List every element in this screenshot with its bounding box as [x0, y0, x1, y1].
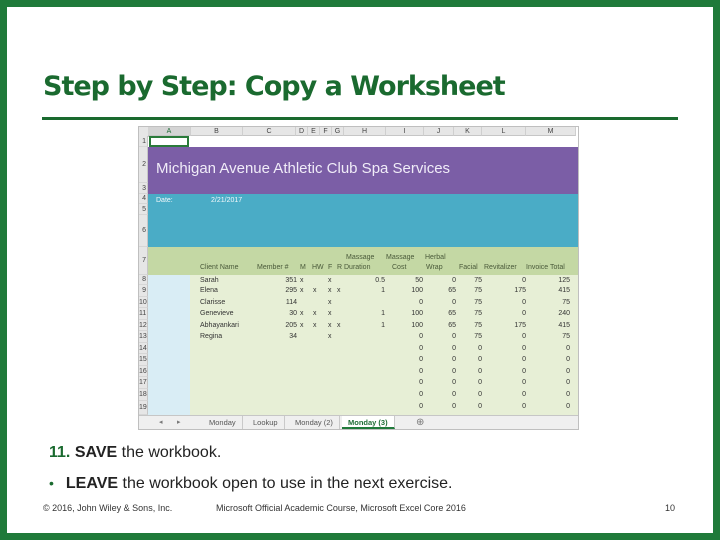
row-header-16[interactable]: 16	[139, 368, 147, 375]
cell-revit-row-10[interactable]: 0	[522, 299, 526, 306]
cell-total-row-9[interactable]: 415	[558, 287, 570, 294]
column-header-f[interactable]: F	[320, 127, 332, 136]
cell-name-row-9[interactable]: Elena	[200, 287, 218, 294]
footer-copyright: © 2016, John Wiley & Sons, Inc.	[43, 503, 173, 513]
cell-revit-row-11[interactable]: 0	[522, 310, 526, 317]
tab-monday[interactable]: Monday	[203, 416, 243, 429]
hdr-client-name[interactable]: Client Name	[200, 264, 239, 271]
cell-cost-row-11[interactable]: 100	[411, 310, 423, 317]
cell-duration-row-12[interactable]: 1	[381, 322, 385, 329]
spreadsheet-screenshot	[138, 126, 579, 430]
bullet-dot-icon: •	[49, 475, 54, 491]
row-header-10[interactable]: 10	[139, 299, 147, 306]
cell-cost-row-16[interactable]: 0	[419, 368, 423, 375]
column-header-k[interactable]: K	[454, 127, 482, 136]
cell-total-row-17[interactable]: 0	[566, 379, 570, 386]
cell-cost-row-12[interactable]: 100	[411, 322, 423, 329]
active-cell-a1[interactable]	[149, 136, 189, 147]
cell-wrap-row-8[interactable]: 0	[452, 277, 456, 284]
sheet-tab-bar	[139, 415, 578, 430]
cell-revit-row-12[interactable]: 175	[514, 322, 526, 329]
row-header-3[interactable]: 3	[139, 183, 148, 194]
cell-wrap-row-14[interactable]: 0	[452, 345, 456, 352]
cell-facial-row-14[interactable]: 0	[478, 345, 482, 352]
step-action: SAVE	[74, 444, 118, 461]
cell-wrap-row-13[interactable]: 0	[452, 333, 456, 340]
cell-facial-row-11[interactable]: 75	[474, 310, 482, 317]
tab-monday-2[interactable]: Monday (2)	[289, 416, 340, 429]
cell-f-row-10[interactable]: x	[328, 299, 332, 306]
column-header-a[interactable]: A	[148, 127, 191, 136]
step-text: the workbook.	[117, 444, 222, 461]
hdr-revitalizer[interactable]: Revitalizer	[484, 264, 517, 271]
hdr-massage-duration-2[interactable]: Duration	[344, 264, 371, 271]
cell-facial-row-8[interactable]: 75	[474, 277, 482, 284]
cell-revit-row-13[interactable]: 0	[522, 333, 526, 340]
cell-member-row-13[interactable]: 34	[289, 333, 297, 340]
cell-hw-row-9[interactable]: x	[313, 287, 317, 294]
cell-r-row-12[interactable]: x	[337, 322, 341, 329]
hdr-massage-cost-1[interactable]: Massage	[386, 254, 415, 261]
tab-next-arrow[interactable]: ▸	[177, 419, 181, 426]
cell-f-row-11[interactable]: x	[328, 310, 332, 317]
cell-total-row-13[interactable]: 75	[562, 333, 570, 340]
row-header-11[interactable]: 11	[139, 308, 148, 320]
slide	[7, 7, 713, 533]
row-header-19[interactable]: 19	[139, 401, 148, 415]
hdr-r[interactable]: R	[337, 264, 343, 271]
cell-facial-row-16[interactable]: 0	[478, 368, 482, 375]
cell-duration-row-8[interactable]: 0.5	[375, 277, 385, 284]
cell-cost-row-15[interactable]: 0	[419, 356, 423, 363]
cell-m-row-11[interactable]: x	[300, 310, 304, 317]
cell-f-row-9[interactable]: x	[328, 287, 332, 294]
cell-facial-row-18[interactable]: 0	[478, 391, 482, 398]
bullet-action: LEAVE	[65, 475, 119, 492]
sheet-title[interactable]: Michigan Avenue Athletic Club Spa Services	[156, 160, 451, 177]
cell-name-row-10[interactable]: Clarisse	[200, 299, 226, 306]
row-header-2[interactable]: 2	[139, 147, 148, 183]
cell-cost-row-10[interactable]: 0	[419, 299, 423, 306]
cell-cost-row-17[interactable]: 0	[419, 379, 423, 386]
column-header-e[interactable]: E	[308, 127, 320, 136]
title-rule	[42, 117, 678, 120]
cell-m-row-8[interactable]: x	[300, 277, 304, 284]
cell-revit-row-15[interactable]: 0	[522, 356, 526, 363]
cell-name-row-12[interactable]: Abhayankari	[200, 322, 239, 329]
cell-cost-row-14[interactable]: 0	[419, 345, 423, 352]
row-header-15[interactable]: 15	[139, 354, 148, 366]
row-header-18[interactable]: 18	[139, 389, 148, 401]
row-header-13[interactable]: 13	[139, 331, 148, 343]
row-header-12[interactable]: 12	[139, 322, 147, 329]
hdr-massage-cost-2[interactable]: Cost	[392, 264, 407, 271]
cell-m-row-9[interactable]: x	[300, 287, 304, 294]
cell-revit-row-14[interactable]: 0	[522, 345, 526, 352]
hdr-m[interactable]: M	[300, 264, 306, 271]
cell-facial-row-17[interactable]: 0	[478, 379, 482, 386]
hdr-facial[interactable]: Facial	[459, 264, 478, 271]
cell-total-row-8[interactable]: 125	[558, 277, 570, 284]
hdr-f[interactable]: F	[328, 264, 333, 271]
row-header-8[interactable]: 8	[139, 275, 148, 285]
cell-total-row-10[interactable]: 75	[562, 299, 570, 306]
cell-total-row-18[interactable]: 0	[566, 391, 570, 398]
cell-f-row-13[interactable]: x	[328, 333, 332, 340]
column-header-j[interactable]: J	[424, 127, 454, 136]
row-header-7[interactable]: 7	[139, 247, 148, 275]
cell-cost-row-13[interactable]: 0	[419, 333, 423, 340]
cell-member-row-10[interactable]: 114	[285, 299, 297, 306]
footer-course: Microsoft Official Academic Course, Microsoft Excel Core 2016	[216, 503, 466, 513]
cell-duration-row-9[interactable]: 1	[381, 287, 385, 294]
cell-revit-row-19[interactable]: 0	[522, 403, 526, 410]
cell-wrap-row-9[interactable]: 65	[448, 287, 456, 294]
column-header-h[interactable]: H	[344, 127, 386, 136]
cell-f-row-12[interactable]: x	[328, 322, 332, 329]
bullet-leave	[49, 475, 452, 493]
cell-member-row-8[interactable]: 351	[285, 277, 297, 284]
cell-wrap-row-12[interactable]: 65	[448, 322, 456, 329]
cell-cost-row-19[interactable]: 0	[419, 403, 423, 410]
cell-member-row-12[interactable]: 205	[285, 322, 297, 329]
hdr-herbal-wrap-2[interactable]: Wrap	[426, 264, 443, 271]
cell-name-row-11[interactable]: Genevieve	[200, 310, 234, 317]
cell-cost-row-9[interactable]: 100	[411, 287, 423, 294]
row-header-1[interactable]: 1	[139, 136, 148, 147]
cell-facial-row-13[interactable]: 75	[474, 333, 482, 340]
column-a-band	[148, 275, 190, 415]
cell-f-row-8[interactable]: x	[328, 277, 332, 284]
cell-facial-row-9[interactable]: 75	[474, 287, 482, 294]
cell-facial-row-19[interactable]: 0	[478, 403, 482, 410]
row-header-9[interactable]: 9	[139, 285, 148, 297]
step-number: 11.	[49, 444, 71, 461]
tab-lookup[interactable]: Lookup	[247, 416, 285, 429]
step-11	[49, 444, 221, 462]
tab-prev-arrow[interactable]: ◂	[159, 419, 163, 426]
row-header-6[interactable]: 6	[139, 215, 148, 247]
cell-r-row-9[interactable]: x	[337, 287, 341, 294]
tab-monday-3[interactable]: Monday (3)	[342, 416, 395, 429]
cell-facial-row-15[interactable]: 0	[478, 356, 482, 363]
hdr-hw[interactable]: HW	[312, 264, 324, 271]
cell-total-row-19[interactable]: 0	[566, 403, 570, 410]
cell-member-row-11[interactable]: 30	[289, 310, 297, 317]
cell-total-row-16[interactable]: 0	[566, 368, 570, 375]
cell-wrap-row-19[interactable]: 0	[452, 403, 456, 410]
column-header-b[interactable]: B	[191, 127, 243, 136]
cell-total-row-11[interactable]: 240	[558, 310, 570, 317]
cell-revit-row-9[interactable]: 175	[514, 287, 526, 294]
bullet-text: the workbook open to use in the next exercise.	[118, 475, 453, 492]
column-header-i[interactable]: I	[386, 127, 424, 136]
cell-name-row-8[interactable]: Sarah	[200, 277, 219, 284]
cell-total-row-15[interactable]: 0	[566, 356, 570, 363]
row-header-14[interactable]: 14	[139, 345, 147, 352]
cell-wrap-row-16[interactable]: 0	[452, 368, 456, 375]
cell-facial-row-12[interactable]: 75	[474, 322, 482, 329]
cell-revit-row-18[interactable]: 0	[522, 391, 526, 398]
hdr-massage-duration-1[interactable]: Massage	[346, 254, 375, 261]
cell-hw-row-12[interactable]: x	[313, 322, 317, 329]
page-number: 10	[665, 503, 676, 513]
cell-m-row-12[interactable]: x	[300, 322, 304, 329]
hdr-herbal-wrap-1[interactable]: Herbal	[425, 254, 446, 261]
column-header-d[interactable]: D	[296, 127, 308, 136]
row-header-5[interactable]: 5	[139, 204, 148, 215]
cell-wrap-row-17[interactable]: 0	[452, 379, 456, 386]
cell-revit-row-8[interactable]: 0	[522, 277, 526, 284]
cell-total-row-14[interactable]: 0	[566, 345, 570, 352]
cell-revit-row-17[interactable]: 0	[522, 379, 526, 386]
cell-wrap-row-15[interactable]: 0	[452, 356, 456, 363]
cell-name-row-13[interactable]: Regina	[200, 333, 223, 340]
cell-wrap-row-18[interactable]: 0	[452, 391, 456, 398]
cell-duration-row-11[interactable]: 1	[381, 310, 385, 317]
cell-hw-row-11[interactable]: x	[313, 310, 317, 317]
column-header-c[interactable]: C	[243, 127, 296, 136]
column-header-m[interactable]: M	[526, 127, 576, 136]
cell-facial-row-10[interactable]: 75	[474, 299, 482, 306]
slide-title: Step by Step: Copy a Worksheet	[43, 71, 505, 102]
column-header-g[interactable]: G	[332, 127, 344, 136]
hdr-invoice-total[interactable]: Invoice Total	[526, 264, 565, 271]
date-value[interactable]: 2/21/2017	[211, 197, 243, 204]
column-header-l[interactable]: L	[482, 127, 526, 136]
cell-member-row-9[interactable]: 295	[285, 287, 297, 294]
hdr-member[interactable]: Member #	[257, 264, 289, 271]
cell-wrap-row-11[interactable]: 65	[448, 310, 456, 317]
date-label[interactable]: Date:	[156, 197, 173, 204]
cell-total-row-12[interactable]: 415	[558, 322, 570, 329]
cell-cost-row-18[interactable]: 0	[419, 391, 423, 398]
row-header-17[interactable]: 17	[139, 377, 148, 389]
add-sheet-icon[interactable]: ⊕	[416, 417, 425, 428]
row-header-4[interactable]: 4	[139, 194, 148, 204]
cell-revit-row-16[interactable]: 0	[522, 368, 526, 375]
cell-cost-row-8[interactable]: 50	[415, 277, 423, 284]
cell-wrap-row-10[interactable]: 0	[452, 299, 456, 306]
